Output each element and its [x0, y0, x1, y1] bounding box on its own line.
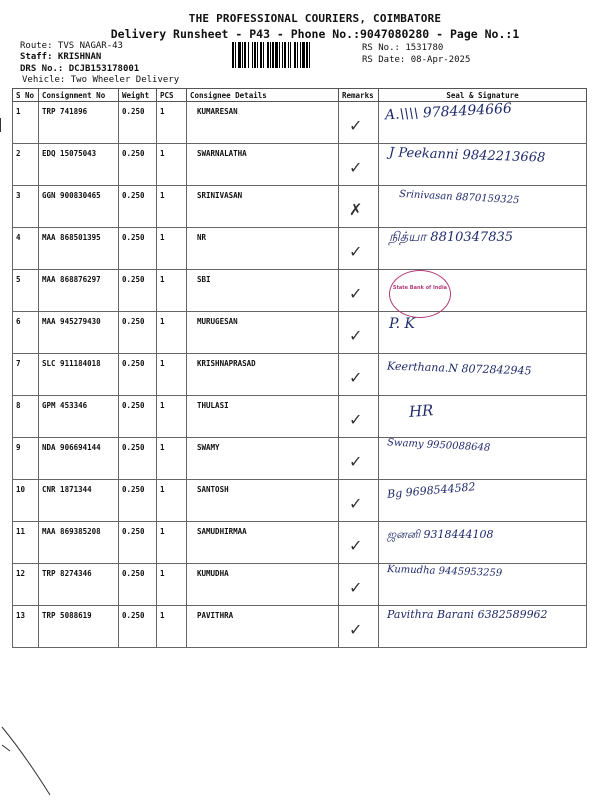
- barcode-bar: [279, 42, 280, 68]
- sno-cell: 3: [13, 186, 39, 228]
- sno-cell: 5: [13, 270, 39, 312]
- weight-cell: 0.250: [119, 228, 157, 270]
- handwritten-signature: Pavithra Barani 6382589962: [387, 608, 548, 621]
- remarks-cell: [339, 228, 379, 270]
- col-sno: S No: [13, 89, 39, 102]
- table-row: [13, 102, 587, 144]
- consignment-cell: TRP 5088619: [39, 606, 119, 648]
- consignee-cell: SAMUDHIRMAA: [187, 522, 339, 564]
- sno-cell: 6: [13, 312, 39, 354]
- signature-cell: [379, 606, 587, 648]
- remark-mark: ✗: [349, 200, 363, 219]
- remark-mark: ✓: [349, 494, 363, 513]
- table-row: [13, 606, 587, 648]
- barcode-bar: [270, 42, 271, 68]
- route-label: Route: TVS NAGAR-43: [20, 41, 123, 51]
- sno-cell: 11: [13, 522, 39, 564]
- remark-mark: ✓: [349, 368, 363, 387]
- consignee-cell: KUMARESAN: [187, 102, 339, 144]
- weight-cell: 0.250: [119, 480, 157, 522]
- barcode-bar: [294, 42, 296, 68]
- pcs-cell: 1: [157, 144, 187, 186]
- consignee-cell: KRISHNAPRASAD: [187, 354, 339, 396]
- remarks-cell: [339, 438, 379, 480]
- pcs-cell: 1: [157, 102, 187, 144]
- pcs-cell: 1: [157, 312, 187, 354]
- barcode-bar: [290, 42, 291, 68]
- handwritten-signature: ஜனனி 9318444108: [387, 528, 494, 541]
- signature-cell: [379, 396, 587, 438]
- col-signature: Seal & Signature: [379, 89, 587, 102]
- remarks-cell: [339, 606, 379, 648]
- consignment-cell: EDQ 15075043: [39, 144, 119, 186]
- consignee-cell: KUMUDHA: [187, 564, 339, 606]
- remark-mark: ✓: [349, 326, 363, 345]
- signature-cell: [379, 270, 587, 312]
- consignment-cell: MAA 868876297: [39, 270, 119, 312]
- weight-cell: 0.250: [119, 186, 157, 228]
- table-row: [13, 354, 587, 396]
- staff-label: Staff: KRISHNAN: [20, 52, 102, 62]
- pcs-cell: 1: [157, 186, 187, 228]
- consignment-cell: SLC 911184018: [39, 354, 119, 396]
- sno-cell: 7: [13, 354, 39, 396]
- pcs-cell: 1: [157, 228, 187, 270]
- remark-mark: ✓: [349, 620, 363, 639]
- weight-cell: 0.250: [119, 144, 157, 186]
- sno-cell: 1: [13, 102, 39, 144]
- handwritten-signature: P. K: [389, 316, 415, 332]
- col-remarks: Remarks: [339, 89, 379, 102]
- handwritten-signature: A.\\\\ 9784494666: [384, 100, 513, 124]
- table-row: [13, 312, 587, 354]
- pcs-cell: 1: [157, 438, 187, 480]
- pcs-cell: 1: [157, 396, 187, 438]
- consignment-cell: MAA 868501395: [39, 228, 119, 270]
- table-row: [13, 564, 587, 606]
- signature-cell: [379, 228, 587, 270]
- consignee-cell: SRINIVASAN: [187, 186, 339, 228]
- weight-cell: 0.250: [119, 354, 157, 396]
- pcs-cell: 1: [157, 564, 187, 606]
- col-pcs: PCS: [157, 89, 187, 102]
- rs-number: RS No.: 1531780: [362, 43, 444, 53]
- col-weight: Weight: [119, 89, 157, 102]
- remark-mark: ✓: [349, 452, 363, 471]
- pcs-cell: 1: [157, 480, 187, 522]
- remark-mark: ✓: [349, 116, 363, 135]
- consignment-cell: NDA 906694144: [39, 438, 119, 480]
- handwritten-signature: Keerthana.N 8072842945: [386, 359, 532, 378]
- weight-cell: 0.250: [119, 606, 157, 648]
- handwritten-signature: HR: [408, 401, 434, 421]
- barcode-bar: [288, 42, 289, 68]
- consignee-cell: PAVITHRA: [187, 606, 339, 648]
- remarks-cell: [339, 564, 379, 606]
- handwritten-signature: Srinivasan 8870159325: [398, 188, 520, 207]
- rs-date: RS Date: 08-Apr-2025: [362, 55, 471, 65]
- sno-cell: 9: [13, 438, 39, 480]
- consignment-cell: MAA 869385208: [39, 522, 119, 564]
- barcode-bar: [302, 42, 305, 68]
- sno-cell: 13: [13, 606, 39, 648]
- consignment-cell: TRP 741896: [39, 102, 119, 144]
- sno-cell: 8: [13, 396, 39, 438]
- consignee-cell: SANTOSH: [187, 480, 339, 522]
- barcode-bar: [248, 42, 249, 68]
- barcode-bar: [260, 42, 262, 68]
- barcode-bar: [300, 42, 301, 68]
- barcode-bar: [297, 42, 298, 68]
- signature-cell: [379, 186, 587, 228]
- weight-cell: 0.250: [119, 396, 157, 438]
- table-row: [13, 270, 587, 312]
- remarks-cell: [339, 396, 379, 438]
- sno-cell: 2: [13, 144, 39, 186]
- barcode-bar: [254, 42, 256, 68]
- remarks-cell: [339, 144, 379, 186]
- consignment-cell: GPM 453346: [39, 396, 119, 438]
- pcs-cell: 1: [157, 522, 187, 564]
- signature-cell: [379, 354, 587, 396]
- barcode-bar: [306, 42, 308, 68]
- margin-mark: [0, 118, 7, 132]
- pcs-cell: 1: [157, 270, 187, 312]
- barcode: [232, 42, 356, 68]
- table-row: [13, 480, 587, 522]
- handwritten-signature: J Peekanni 9842213668: [388, 145, 546, 166]
- remarks-cell: [339, 522, 379, 564]
- barcode-bar: [263, 42, 264, 68]
- table-row: [13, 228, 587, 270]
- remarks-cell: [339, 270, 379, 312]
- signature-cell: [379, 564, 587, 606]
- consignee-cell: NR: [187, 228, 339, 270]
- barcode-bar: [282, 42, 283, 68]
- barcode-bar: [235, 42, 236, 68]
- remark-mark: ✓: [349, 242, 363, 261]
- table-header-row: [13, 89, 587, 102]
- barcode-bar: [232, 42, 234, 68]
- weight-cell: 0.250: [119, 270, 157, 312]
- consignee-cell: MURUGESAN: [187, 312, 339, 354]
- handwritten-signature: Bg 9698544582: [386, 480, 477, 501]
- barcode-bar: [257, 42, 258, 68]
- signature-cell: [379, 312, 587, 354]
- barcode-bar: [267, 42, 269, 68]
- col-consignee: Consignee Details: [187, 89, 339, 102]
- table-row: [13, 186, 587, 228]
- vehicle-label: Vehicle: Two Wheeler Delivery: [22, 75, 180, 85]
- sno-cell: 4: [13, 228, 39, 270]
- weight-cell: 0.250: [119, 438, 157, 480]
- weight-cell: 0.250: [119, 312, 157, 354]
- handwritten-signature: நித்யா 8810347835: [389, 230, 514, 245]
- signature-cell: [379, 522, 587, 564]
- company-title: THE PROFESSIONAL COURIERS, COIMBATORE: [188, 12, 442, 25]
- remark-mark: ✓: [349, 158, 363, 177]
- col-consignment: Consignment No: [39, 89, 119, 102]
- signature-cell: [379, 102, 587, 144]
- handwritten-signature: Kumudha 9445953259: [386, 563, 503, 580]
- remarks-cell: [339, 102, 379, 144]
- consignee-cell: SWAMY: [187, 438, 339, 480]
- consignee-cell: SBI: [187, 270, 339, 312]
- remark-mark: ✓: [349, 536, 363, 555]
- barcode-bar: [244, 42, 246, 68]
- pcs-cell: 1: [157, 606, 187, 648]
- weight-cell: 0.250: [119, 522, 157, 564]
- consignment-cell: TRP 8274346: [39, 564, 119, 606]
- barcode-bar: [272, 42, 274, 68]
- drs-label: DRS No.: DCJB153178001: [20, 64, 140, 74]
- consignment-cell: MAA 945279430: [39, 312, 119, 354]
- pcs-cell: 1: [157, 354, 187, 396]
- handwritten-signature: Swamy 9950088648: [386, 437, 491, 454]
- barcode-bar: [284, 42, 286, 68]
- weight-cell: 0.250: [119, 102, 157, 144]
- remarks-cell: [339, 312, 379, 354]
- remarks-cell: [339, 186, 379, 228]
- consignee-cell: SWARNALATHA: [187, 144, 339, 186]
- bank-seal-stamp: State Bank of India: [389, 270, 451, 318]
- runsheet-title: Delivery Runsheet - P43 - Phone No.:9047080280 - Page No.:1: [110, 27, 520, 41]
- sno-cell: 10: [13, 480, 39, 522]
- barcode-bar: [309, 42, 310, 68]
- table-row: [13, 396, 587, 438]
- signature-cell: [379, 480, 587, 522]
- runsheet-table: [12, 88, 587, 648]
- barcode-bar: [238, 42, 241, 68]
- barcode-bar: [275, 42, 278, 68]
- remarks-cell: [339, 354, 379, 396]
- table-row: [13, 438, 587, 480]
- barcode-bar: [252, 42, 253, 68]
- sno-cell: 12: [13, 564, 39, 606]
- barcode-bar: [242, 42, 243, 68]
- consignee-cell: THULASI: [187, 396, 339, 438]
- weight-cell: 0.250: [119, 564, 157, 606]
- corner-fold-mark: [0, 725, 60, 800]
- signature-cell: [379, 144, 587, 186]
- consignment-cell: CNR 1871344: [39, 480, 119, 522]
- table-row: [13, 522, 587, 564]
- remark-mark: ✓: [349, 284, 363, 303]
- consignment-cell: GGN 900830465: [39, 186, 119, 228]
- remark-mark: ✓: [349, 578, 363, 597]
- remark-mark: ✓: [349, 410, 363, 429]
- remarks-cell: [339, 480, 379, 522]
- table-row: [13, 144, 587, 186]
- signature-cell: [379, 438, 587, 480]
